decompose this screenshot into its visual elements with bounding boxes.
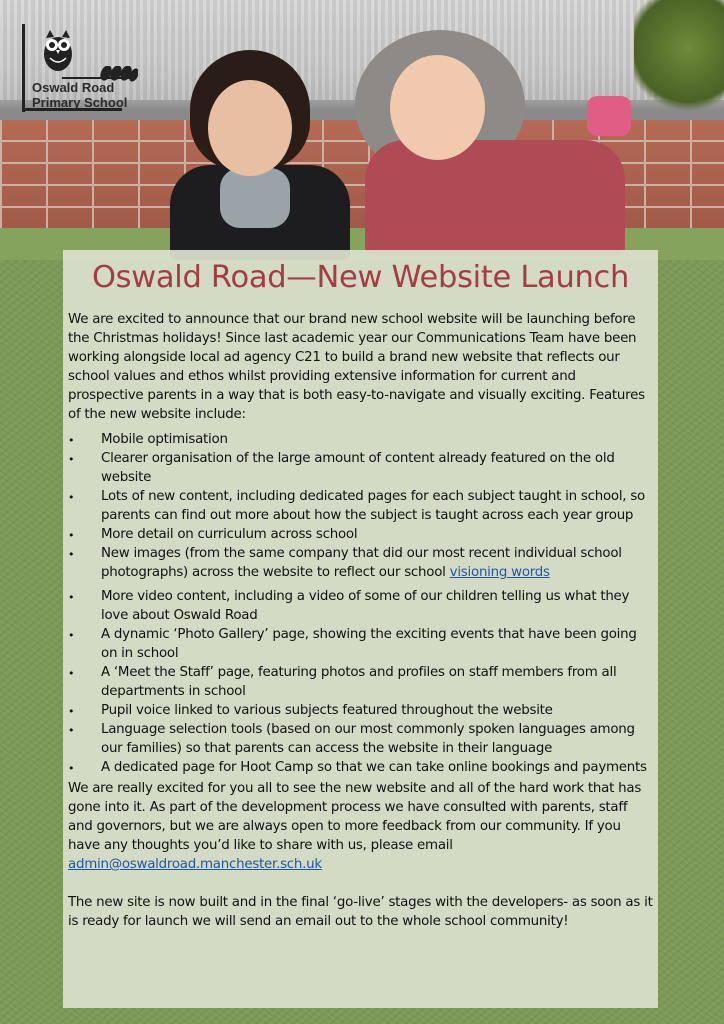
feature-list	[68, 430, 653, 777]
school-logo	[22, 24, 162, 120]
intro-paragraph: We are excited to announce that our brand new school website will be launching before the Christmas holidays! Since last academic year our Communications Team have been working alongside local ad agency C21 to build a brand new website that reflects our school values and ethos whilst providing extensive information for current and prospective parents in a way that is both easy-to-navigate and visually exciting. Features of the new website include:	[68, 312, 645, 422]
announcement-panel	[63, 250, 658, 1008]
list-item: • More detail on curriculum across school	[68, 525, 653, 544]
visioning-words-link[interactable]: visioning words	[449, 565, 550, 580]
list-item: • A dedicated page for Hoot Camp so that we can take online bookings and payments	[68, 758, 653, 777]
list-item: • Pupil voice linked to various subjects featured throughout the website	[68, 701, 653, 720]
school-name: Oswald Road Primary School	[32, 80, 128, 110]
list-item: • A dynamic ‘Photo Gallery’ page, showing the exciting events that have been going on in school	[68, 625, 653, 663]
child-left	[150, 50, 370, 260]
header-photo	[0, 0, 724, 260]
list-item: • A ‘Meet the Staff’ page, featuring photos and profiles on staff members from all departments in school	[68, 663, 653, 701]
final-paragraph: The new site is now built and in the final ‘go-live’ stages with the developers- as soon as it is ready for launch we will send an email out to the whole school community!	[68, 895, 653, 929]
child-right	[355, 20, 635, 260]
list-item: • More video content, including a video of some of our children telling us what they love about Oswald Road	[68, 587, 653, 625]
list-item: • Language selection tools (based on our most commonly spoken languages among our families) so that parents can access the website in their language	[68, 720, 653, 758]
closing-paragraph: We are really excited for you all to see the new website and all of the hard work that has gone into it. As part of the development process we have consulted with parents, staff and governors, but we are always open to more feedback from our community. If you have any thoughts you’d like to share with us, please email admin@oswaldroad.manchester.sch.uk	[68, 781, 642, 872]
page-title: Oswald Road—New Website Launch	[91, 260, 630, 295]
list-item: • New images (from the same company that did our most recent individual school photographs) across the website to reflect our school visioning words	[68, 544, 653, 582]
list-item: • Mobile optimisation	[68, 430, 653, 449]
email-link[interactable]: admin@oswaldroad.manchester.sch.uk	[68, 857, 322, 872]
list-item: • Clearer organisation of the large amount of content already featured on the old website	[68, 449, 653, 487]
hedge	[634, 0, 724, 120]
list-item: • Lots of new content, including dedicated pages for each subject taught in school, so parents can find out more about how the subject is taught across each year group	[68, 487, 653, 525]
